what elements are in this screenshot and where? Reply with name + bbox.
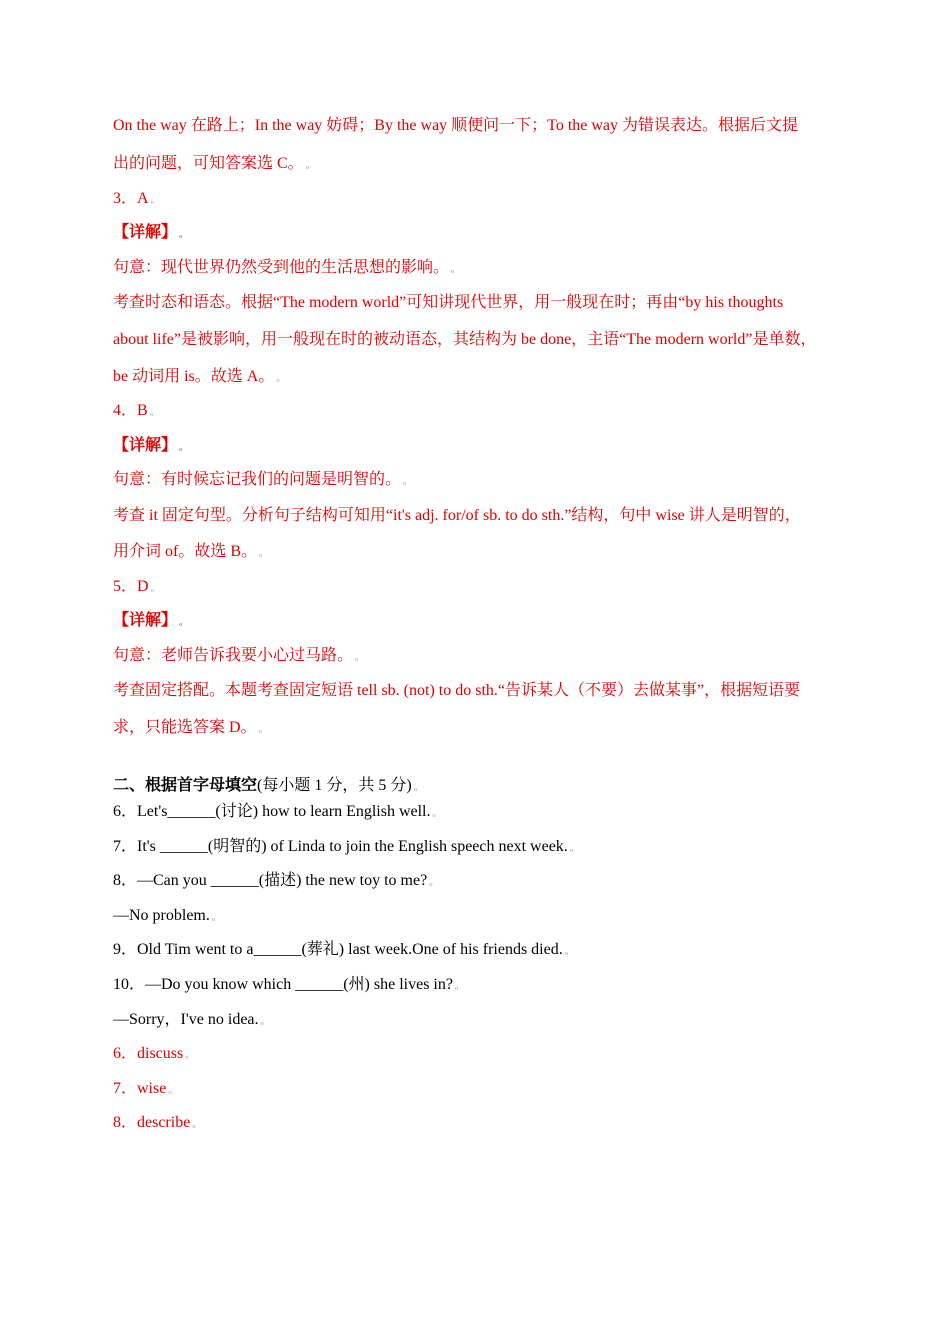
question-9: 9．Old Tim went to a______(葬礼) last week.One of his friends died. ₒ <box>113 941 568 958</box>
answer-6: 6．discuss ₒ <box>113 1045 189 1062</box>
answer-key: 4．B ₒ <box>113 402 153 419</box>
detail-heading: 【详解】 ₒ <box>113 224 183 241</box>
detail-heading: 【详解】 ₒ <box>113 437 183 454</box>
question-8-reply: —No problem. ₒ <box>113 907 216 924</box>
explanation-line: be 动词用 is。故选 A。 ₒ <box>113 368 280 385</box>
explanation-line: 求，只能选答案 D。 ₒ <box>113 719 262 736</box>
section-heading: 二、根据首字母填空(每小题 1 分，共 5 分) ₒ <box>113 777 417 794</box>
explanation-line: 出的问题，可知答案选 C。 ₒ <box>113 155 309 172</box>
answer-7: 7．wise ₒ <box>113 1080 172 1097</box>
explanation-line: about life”是被影响，用一般现在时的被动语态，其结构为 be done，主语“The modern world”是单数， <box>113 331 817 348</box>
answer-key: 3．A ₒ <box>113 190 154 207</box>
question-10: 10．—Do you know which ______(州) she lives in? ₒ <box>113 976 459 993</box>
sentence-meaning: 句意：老师告诉我要小心过马路。 ₒ <box>113 647 359 664</box>
sentence-meaning: 句意：现代世界仍然受到他的生活思想的影响。 ₒ <box>113 259 455 276</box>
question-6: 6．Let's______(讨论) how to learn English well. ₒ <box>113 803 436 820</box>
explanation-line: 考查固定搭配。本题考查固定短语 tell sb. (not) to do sth.“告诉某人（不要）去做某事”，根据短语要 <box>113 682 801 699</box>
explanation-line: On the way 在路上；In the way 妨碍；By the way 顺便问一下；To the way 为错误表达。根据后文提 <box>113 117 799 134</box>
detail-heading: 【详解】 ₒ <box>113 612 183 629</box>
question-7: 7．It's ______(明智的) of Linda to join the English speech next week. ₒ <box>113 838 573 855</box>
question-10-reply: —Sorry，I've no idea. ₒ <box>113 1011 264 1028</box>
explanation-line: 考查时态和语态。根据“The modern world”可知讲现代世界，用一般现在时；再由“by his thoughts <box>113 294 784 311</box>
answer-8: 8．describe ₒ <box>113 1114 196 1131</box>
explanation-line: 用介词 of。故选 B。 ₒ <box>113 543 263 560</box>
question-8: 8．—Can you ______(描述) the new toy to me? ₒ <box>113 872 433 889</box>
sentence-meaning: 句意：有时候忘记我们的问题是明智的。 ₒ <box>113 471 407 488</box>
answer-key: 5．D ₒ <box>113 578 154 595</box>
explanation-line: 考查 it 固定句型。分析句子结构可知用“it's adj. for/of sb. to do sth.”结构，句中 wise 讲人是明智的， <box>113 507 801 524</box>
